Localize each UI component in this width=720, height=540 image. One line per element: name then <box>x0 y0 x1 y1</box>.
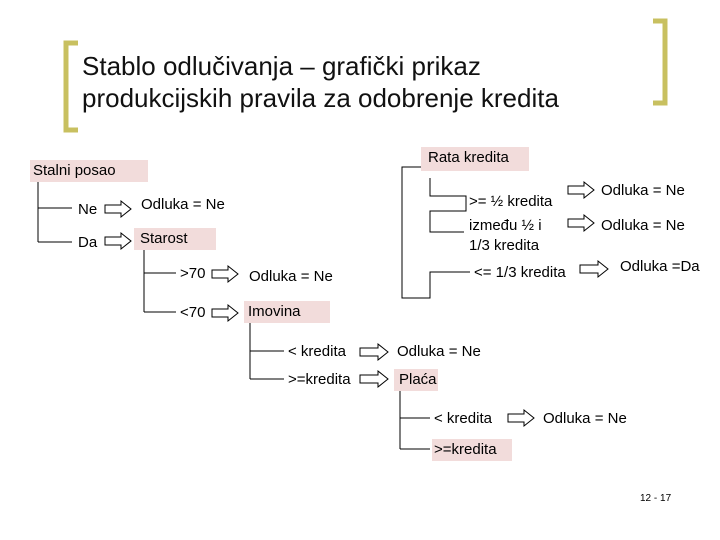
page-number: 12 - 17 <box>640 493 672 504</box>
arrow-icon <box>508 410 534 426</box>
label-le-third: <= 1/3 kredita <box>474 264 566 281</box>
node-rata-kredita: Rata kredita <box>428 149 509 166</box>
title-line-1: Stablo odlučivanja – grafički prikaz <box>82 51 481 81</box>
arrow-icon <box>568 215 594 231</box>
decision-odluka-ne-3: Odluka = Ne <box>397 343 481 360</box>
arrow-icon <box>360 371 388 387</box>
label-between-2: 1/3 kredita <box>469 237 540 254</box>
label-lt-kredita-2: < kredita <box>434 410 492 427</box>
arrow-icon <box>105 201 131 217</box>
label-ge-half: >= ½ kredita <box>469 193 553 210</box>
label-ge-kredita-2: >=kredita <box>434 441 497 458</box>
label-lt-kredita: < kredita <box>288 343 346 360</box>
arrow-icon <box>580 261 608 277</box>
decision-odluka-ne-a: Odluka = Ne <box>601 182 685 199</box>
connector-imovina <box>250 322 284 379</box>
slide-title <box>82 50 642 114</box>
decision-odluka-ne-4: Odluka = Ne <box>543 410 627 427</box>
label-between-1: između ½ i <box>469 217 542 234</box>
arrow-icon <box>360 344 388 360</box>
arrow-icon <box>212 266 238 282</box>
decision-odluka-ne-2: Odluka = Ne <box>249 268 333 285</box>
decision-odluka-da: Odluka =Da <box>620 258 700 275</box>
label-da: Da <box>78 234 98 251</box>
node-imovina: Imovina <box>248 303 301 320</box>
decision-odluka-ne-1: Odluka = Ne <box>141 196 225 213</box>
label-ge-kredita: >=kredita <box>288 371 351 388</box>
arrow-icon <box>568 182 594 198</box>
connector-stalni-posao <box>38 182 72 242</box>
node-starost: Starost <box>140 230 188 247</box>
node-stalni-posao: Stalni posao <box>33 162 116 179</box>
right-bracket <box>653 21 665 103</box>
label-lt70: <70 <box>180 304 206 321</box>
arrow-icon <box>105 233 131 249</box>
label-gt70: >70 <box>180 265 206 282</box>
label-ne: Ne <box>78 201 98 218</box>
title-line-2: produkcijskih pravila za odobrenje kredita <box>82 83 559 113</box>
decision-odluka-ne-b: Odluka = Ne <box>601 217 685 234</box>
left-bracket <box>66 43 78 130</box>
arrow-icon <box>212 305 238 321</box>
connector-rata-2 <box>430 178 466 232</box>
connector-starost <box>144 248 176 312</box>
node-placa: Plaća <box>399 371 437 388</box>
connector-placa <box>400 390 430 449</box>
